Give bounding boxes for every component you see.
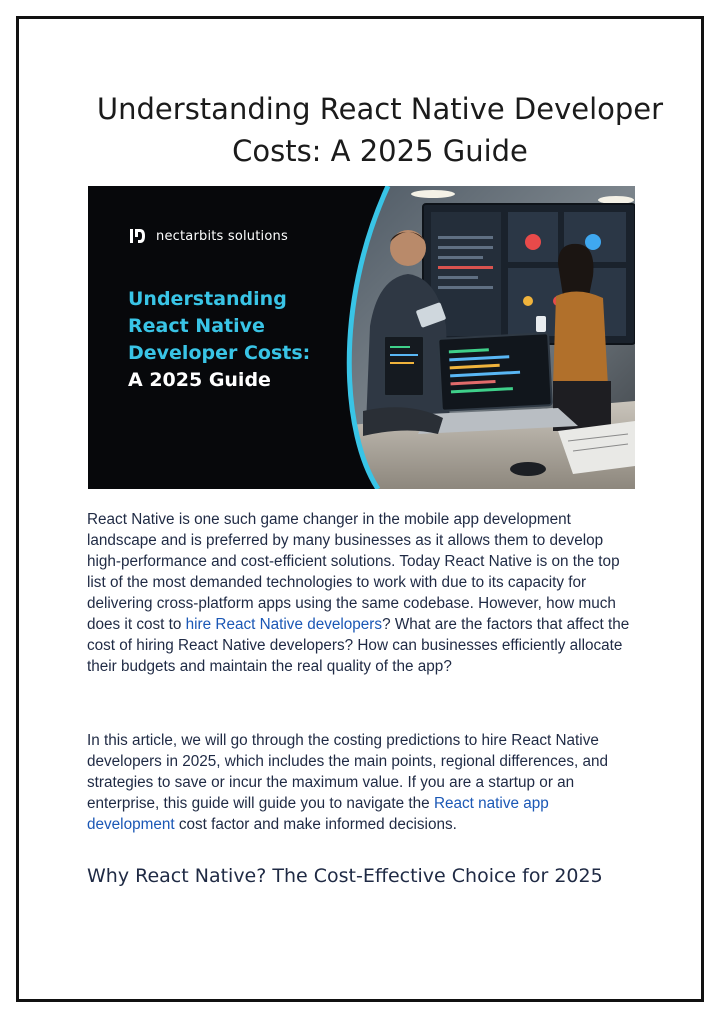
scope-text-after-link: cost factor and make informed decisions.	[174, 816, 457, 833]
hero-heading	[128, 286, 310, 394]
logo-mark-icon	[128, 226, 148, 246]
article-scope-paragraph	[87, 730, 637, 835]
intro-paragraph	[87, 509, 637, 677]
office-photo	[328, 186, 635, 489]
react-native-app-development-link[interactable]: React native app development	[87, 795, 549, 833]
hire-react-native-developers-link[interactable]: hire React Native developers	[185, 616, 383, 633]
title-line-1: Understanding React Native Developer	[96, 92, 664, 126]
logo-text: nectarbits solutions	[156, 228, 288, 244]
scope-text-before-link: In this article, we will go through the costing predictions to hire React Native developers in 2025, which includes the main points, regional differences, and strategies to save or incur the maximum value. If you are a startup or an enterprise, this guide will guide you to navigate the	[87, 732, 608, 812]
hero-image	[88, 186, 635, 489]
section-heading: Why React Native? The Cost-Effective Choice for 2025	[87, 865, 603, 887]
title-line-2: Costs: A 2025 Guide	[232, 134, 528, 168]
intro-text-before-link: React Native is one such game changer in the mobile app development landscape and is preferred by many businesses as it allows them to develop high-performance and cost-efficient solutions. Today React Native is on the top list of the most demanded technologies to work with due to its capacity for delivering cross-platform apps using the same codebase. However, how much does it cost to	[87, 511, 620, 633]
hero-heading-line-4: A 2025 Guide	[128, 369, 271, 391]
intro-text-after-link: ? What are the factors that affect the cost of hiring React Native developers? How can businesses efficiently allocate their budgets and maintain the real quality of the app?	[87, 616, 630, 675]
document-title	[60, 88, 700, 172]
hero-heading-line-2: React Native	[128, 315, 265, 337]
company-logo	[128, 226, 288, 246]
hero-heading-line-3: Developer Costs:	[128, 342, 311, 364]
hero-heading-line-1: Understanding	[128, 288, 287, 310]
